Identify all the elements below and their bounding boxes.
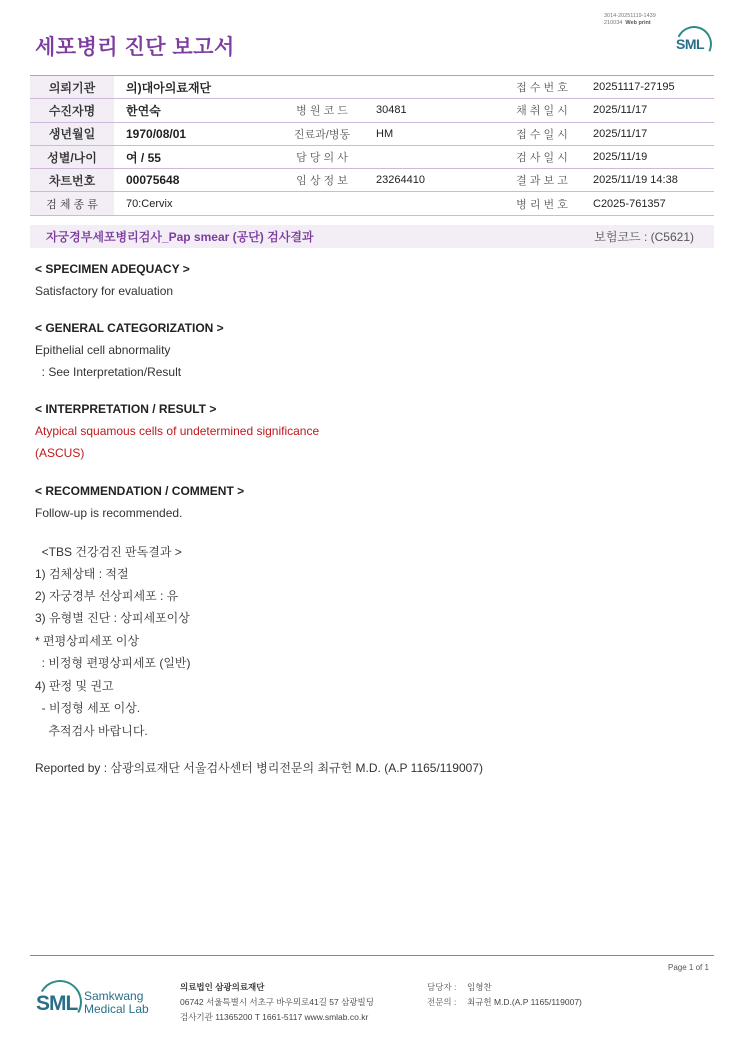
info-value: 여 / 55 [126,150,161,165]
info-row [30,169,714,192]
print-meta-line2 [604,20,656,27]
info-value: 70:Cervix [126,197,173,210]
info-value [376,146,496,168]
footer-staff [427,980,582,1010]
footer-logo-name-line1: Samkwang [84,989,144,1003]
recommendation-text: Follow-up is recommended. [35,506,183,520]
print-meta-code: 210034 [604,19,623,26]
info-row [30,123,714,146]
info-label: 접 수 번 호 [516,82,568,95]
org-address: 06742 서울특별시 서초구 바우뫼로41길 57 삼광빌딩 [180,997,374,1007]
adequacy-text: Satisfactory for evaluation [35,284,174,298]
logo-text: SML [676,36,705,52]
category-text: Epithelial cell abnormality [35,343,171,357]
info-label: 차트번호 [30,169,114,191]
reported-by: Reported by : 삼광의료재단 서울검사센터 병리전문의 최규헌 M.D. (A.P 1165/119007) [35,761,483,775]
info-value: 2025/11/19 [593,151,648,164]
org-contact: 검사기관 11365200 T 1661-5117 www.smlab.co.kr [180,1012,369,1022]
org-name: 의료법인 삼광의료재단 [180,982,265,992]
info-value: HM [376,127,394,140]
category-heading: < GENERAL CATEGORIZATION > [35,321,224,335]
result-section-header [30,225,714,248]
info-label: 병 원 코 드 [296,105,348,118]
info-label: 검 사 일 시 [516,152,568,165]
specialist-value: 최규헌 M.D.(A.P 1165/119007) [467,997,582,1007]
info-value: 00075648 [126,173,180,188]
tbs-line: * 편평상피세포 이상 [35,634,140,648]
info-label: 검 체 종 류 [30,192,114,214]
footer-logo-sml: SML [36,992,78,1015]
staff-row [427,980,582,995]
tbs-line: 3) 유형별 진단 : 상피세포이상 [35,611,190,625]
patient-info-table [30,75,714,216]
info-label: 수진자명 [30,99,114,121]
info-label: 성별/나이 [30,146,114,168]
interpretation-heading: < INTERPRETATION / RESULT > [35,402,217,416]
insurance-code: 보험코드 : (C5621) [594,230,694,244]
specialist-row [427,995,582,1010]
info-row [30,146,714,169]
staff-label: 담당자 : [427,982,457,992]
category-text: : See Interpretation/Result [35,365,182,379]
specialist-label: 전문의 : [427,997,457,1007]
info-row [30,99,714,122]
footer-logo-name-line2: Medical Lab [84,1002,149,1016]
info-label: 채 취 일 시 [516,105,568,118]
info-label: 담 당 의 사 [296,152,348,165]
info-value: 2025/11/17 [593,104,648,117]
info-row [30,192,714,215]
info-value: 1970/08/01 [126,126,187,141]
tbs-heading: <TBS 건강검진 판독결과 > [35,545,182,559]
tbs-line: : 비정형 편평상피세포 (일반) [35,656,191,670]
info-label: 임 상 정 보 [296,175,348,188]
print-meta [604,13,656,26]
tbs-line: 추적검사 바랍니다. [35,724,148,738]
info-value: 의)대아의료재단 [126,80,212,95]
info-label: 진료과/병동 [293,128,351,141]
sml-logo [674,26,714,64]
info-value: 20251117-27195 [593,81,675,94]
tbs-line: 4) 판정 및 권고 [35,679,114,693]
info-value: C2025-761357 [593,197,666,210]
info-value: 30481 [376,104,407,117]
adequacy-heading: < SPECIMEN ADEQUACY > [35,262,190,276]
print-meta-web-print: Web print [625,19,651,26]
info-value: 2025/11/17 [593,127,648,140]
footer-divider [30,955,714,956]
recommendation-heading: < RECOMMENDATION / COMMENT > [35,484,245,498]
tbs-line: 2) 자궁경부 선상피세포 : 유 [35,589,179,603]
info-value: 한연숙 [126,103,161,118]
tbs-line: - 비정형 세포 이상. [35,701,141,715]
tbs-line: 1) 검체상태 : 적절 [35,567,129,581]
info-row [30,76,714,99]
section-title: 자궁경부세포병리검사_Pap smear (공단) 검사결과 [46,230,314,244]
info-label: 접 수 일 시 [516,128,568,141]
info-value: 2025/11/19 14:38 [593,174,678,187]
info-label: 의뢰기관 [30,76,114,98]
footer-logo-name [84,990,149,1016]
staff-value: 임형찬 [467,982,492,992]
page-number: Page 1 of 1 [668,963,709,972]
print-meta-line1: 3014-20251119-1439 [604,13,656,19]
info-value: 23264410 [376,174,425,187]
interpretation-text: Atypical squamous cells of undetermined significance [35,424,320,438]
footer-organization [180,980,374,1025]
interpretation-text: (ASCUS) [35,446,85,460]
document-title: 세포병리 진단 보고서 [35,36,235,59]
info-label: 생년월일 [30,123,114,145]
info-label: 병 리 번 호 [516,198,568,211]
footer-logo [36,980,166,1026]
info-label: 결 과 보 고 [516,175,568,188]
